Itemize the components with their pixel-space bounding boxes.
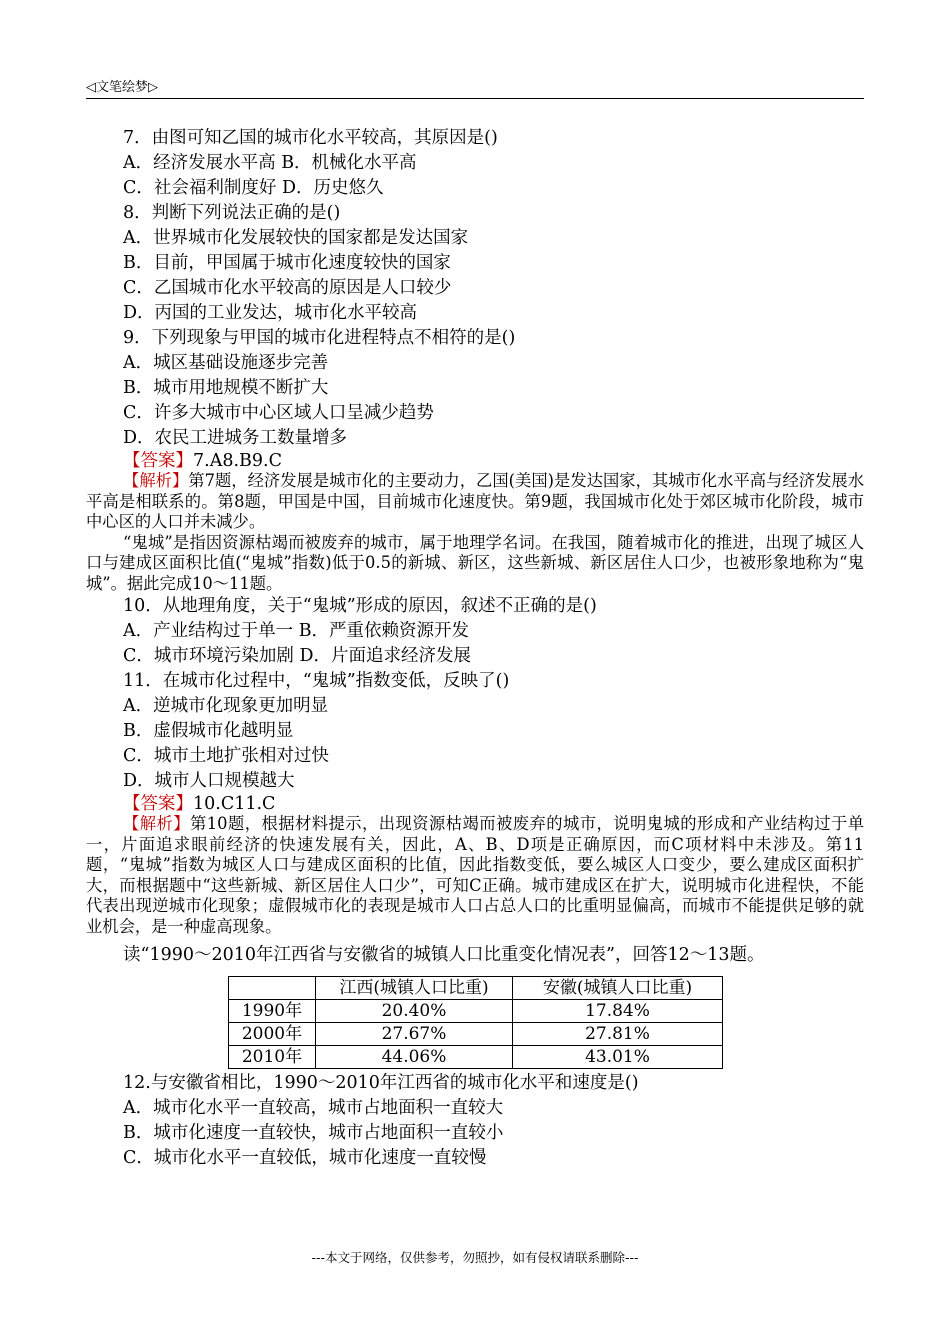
option-line: C．城市化水平一直较低，城市化速度一直较慢	[123, 1148, 487, 1168]
material-paragraph: “鬼城”是指因资源枯竭而被废弃的城市，属于地理学名词。在我国，随着城市化的推进，出现了城区人口与建成区面积比值(“鬼城”指数)低于0.5的新城、新区，这些新城、新区居住人口少，也被形象地称为“鬼城”。据此完成10～11题。	[86, 532, 864, 593]
table-header-cell	[229, 977, 316, 1000]
option-line: A．经济发展水平高 B．机械化水平高	[123, 153, 417, 173]
table-cell: 44.06%	[316, 1046, 513, 1069]
option-line: B．虚假城市化越明显	[123, 721, 294, 741]
analysis-text: 第10题，根据材料提示，出现资源枯竭而被废弃的城市，说明鬼城的形成和产业结构过于单一，片面追求眼前经济的快速发展有关，因此，A、B、D项是正确原因，而C项材料中未涉及。第11题，“鬼城”指数为城区人口与建成区面积的比值，因此指数变低，要么城区人口变少，要么建成区面积扩大，而根据题中“这些新城、新区居住人口少”，可知C正确。城市建成区在扩大，说明城市化进程快，不能代表出现逆城市化现象；虚假城市化的表现是城市人口占总人口的比重明显偏高，而城市不能提供足够的就业机会，是一种虚高现象。	[86, 814, 864, 936]
question-line: 7．由图可知乙国的城市化水平较高，其原因是()	[123, 128, 498, 148]
table-cell: 43.01%	[513, 1046, 723, 1069]
table-cell: 27.67%	[316, 1023, 513, 1046]
question-line: 12.与安徽省相比，1990～2010年江西省的城市化水平和速度是()	[123, 1073, 639, 1093]
option-line: A．产业结构过于单一 B．严重依赖资源开发	[123, 621, 470, 641]
table-header-cell: 安徽(城镇人口比重)	[513, 977, 723, 1000]
option-line: C．城市环境污染加剧 D．片面追求经济发展	[123, 646, 471, 666]
header-title: ◁文笔绘梦▷	[86, 80, 158, 95]
answer-text: 7.A8.B9.C	[193, 451, 282, 471]
option-line: C．许多大城市中心区域人口呈减少趋势	[123, 403, 434, 423]
question-line: 10．从地理角度，关于“鬼城”形成的原因，叙述不正确的是()	[123, 596, 597, 616]
option-line: A．逆城市化现象更加明显	[123, 696, 329, 716]
page-header	[86, 74, 864, 98]
analysis-paragraph	[86, 814, 864, 937]
table-row	[229, 1023, 723, 1046]
table-header-row	[229, 977, 723, 1000]
header-divider	[86, 98, 864, 99]
table-header-cell: 江西(城镇人口比重)	[316, 977, 513, 1000]
option-line: B．目前，甲国属于城市化速度较快的国家	[123, 253, 451, 273]
table-cell: 1990年	[229, 1000, 316, 1023]
analysis-tag: 【解析】	[123, 814, 191, 833]
table-intro: 读“1990～2010年江西省与安徽省的城镇人口比重变化情况表”，回答12～13题。	[123, 945, 765, 965]
option-line: C．社会福利制度好 D．历史悠久	[123, 178, 384, 198]
question-block-7-9	[86, 126, 864, 451]
option-line: A．世界城市化发展较快的国家都是发达国家	[123, 228, 469, 248]
table-cell: 2000年	[229, 1023, 316, 1046]
option-line: A．城区基础设施逐步完善	[123, 353, 329, 373]
option-line: B．城市用地规模不断扩大	[123, 378, 329, 398]
table-cell: 20.40%	[316, 1000, 513, 1023]
table-cell: 17.84%	[513, 1000, 723, 1023]
option-line: C．乙国城市化水平较高的原因是人口较少	[123, 278, 452, 298]
question-block-10-11	[86, 594, 864, 794]
answer-tag: 【答案】	[123, 794, 193, 814]
table-cell: 2010年	[229, 1046, 316, 1069]
document-body	[86, 126, 864, 1171]
option-line: B．城市化速度一直较快，城市占地面积一直较小	[123, 1123, 504, 1143]
table-row	[229, 1046, 723, 1069]
answer-text: 10.C11.C	[193, 794, 276, 814]
question-line: 11．在城市化过程中，“鬼城”指数变低，反映了()	[123, 671, 510, 691]
question-line: 8．判断下列说法正确的是()	[123, 203, 341, 223]
option-line: D．丙国的工业发达，城市化水平较高	[123, 303, 418, 323]
option-line: A．城市化水平一直较高，城市占地面积一直较大	[123, 1098, 504, 1118]
answer-tag: 【答案】	[123, 451, 193, 471]
answer-line	[86, 451, 864, 471]
table-cell: 27.81%	[513, 1023, 723, 1046]
urban-population-table	[228, 976, 723, 1069]
analysis-tag: 【解析】	[123, 471, 189, 490]
table-row	[229, 1000, 723, 1023]
option-line: C．城市土地扩张相对过快	[123, 746, 329, 766]
question-line: 9．下列现象与甲国的城市化进程特点不相符的是()	[123, 328, 516, 348]
page-footer: ---本文于网络，仅供参考，勿照抄，如有侵权请联系删除---	[311, 1250, 639, 1265]
option-line: D．农民工进城务工数量增多	[123, 428, 348, 448]
answer-line	[86, 794, 864, 814]
option-line: D．城市人口规模越大	[123, 771, 295, 791]
analysis-paragraph	[86, 471, 864, 594]
question-block-12	[86, 1071, 864, 1171]
analysis-text: 第7题，经济发展是城市化的主要动力，乙国(美国)是发达国家，其城市化水平高与经济发展水平高是相联系的。第8题，甲国是中国，目前城市化速度快。第9题，我国城市化处于郊区城市化阶段，城市中心区的人口并未减少。	[86, 471, 864, 531]
